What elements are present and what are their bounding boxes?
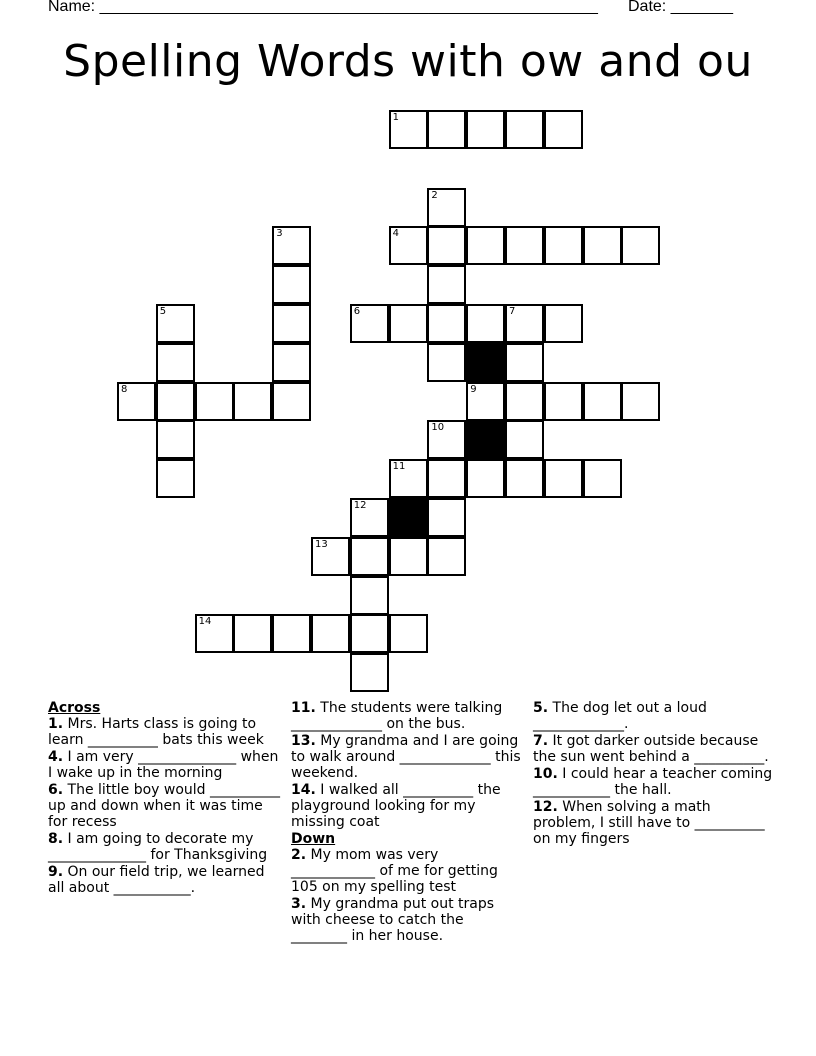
crossword-cell[interactable] xyxy=(350,537,389,576)
clues-column-3 xyxy=(533,700,773,848)
crossword-cell[interactable] xyxy=(156,382,195,421)
crossword-cell[interactable] xyxy=(505,343,544,382)
clue-number: 10 xyxy=(431,422,445,434)
crossword-cell[interactable] xyxy=(272,382,311,421)
crossword-cell[interactable] xyxy=(544,382,583,421)
clue-text: When solving a math problem, I still have to __________ on my fingers xyxy=(533,799,765,847)
clue-text: It got darker outside because the sun went behind a __________. xyxy=(533,733,769,765)
clues-column-2 xyxy=(291,700,523,945)
crossword-cell[interactable] xyxy=(350,304,389,343)
clue-item xyxy=(48,782,280,830)
crossword-cell[interactable] xyxy=(427,420,466,459)
crossword-cell[interactable] xyxy=(505,459,544,498)
crossword-cell[interactable] xyxy=(272,226,311,265)
name-field-label: Name: ________________________________________________________ xyxy=(48,0,598,15)
clue-item xyxy=(291,733,523,781)
crossword-cell[interactable] xyxy=(427,265,466,304)
clue-text: My grandma put out traps with cheese to catch the ________ in her house. xyxy=(291,896,495,944)
date-field-label: Date: _______ xyxy=(628,0,733,15)
crossword-cell[interactable] xyxy=(350,653,389,692)
clue-number-label: 4. xyxy=(48,749,64,765)
across-clue-list xyxy=(48,716,280,896)
crossword-cell[interactable] xyxy=(544,304,583,343)
down-heading: Down xyxy=(291,831,336,847)
crossword-cell[interactable] xyxy=(621,226,660,265)
crossword-cell[interactable] xyxy=(272,265,311,304)
crossword-cell[interactable] xyxy=(427,343,466,382)
clue-number-label: 9. xyxy=(48,864,64,880)
clue-number: 1 xyxy=(392,112,399,123)
crossword-cell[interactable] xyxy=(389,226,428,265)
crossword-cell[interactable] xyxy=(505,420,544,459)
clue-item xyxy=(291,847,523,895)
crossword-cell[interactable] xyxy=(427,537,466,576)
crossword-cell[interactable] xyxy=(505,382,544,421)
crossword-cell[interactable] xyxy=(156,304,195,343)
crossword-cell[interactable] xyxy=(544,459,583,498)
crossword-cell[interactable] xyxy=(389,304,428,343)
crossword-cell[interactable] xyxy=(505,110,544,149)
clue-item xyxy=(48,831,280,863)
down-clue-list-continued xyxy=(533,700,773,847)
crossword-cell[interactable] xyxy=(466,304,505,343)
clue-item xyxy=(533,799,773,847)
across-clue-list-continued xyxy=(291,700,523,830)
clue-number: 12 xyxy=(353,500,367,511)
clue-item xyxy=(533,733,773,765)
crossword-cell[interactable] xyxy=(427,459,466,498)
crossword-cell[interactable] xyxy=(466,382,505,421)
crossword-cell[interactable] xyxy=(505,226,544,265)
crossword-cell[interactable] xyxy=(427,188,466,227)
clue-text: I could hear a teacher coming ___________ the hall. xyxy=(533,766,773,798)
clue-item xyxy=(48,749,280,781)
crossword-cell[interactable] xyxy=(389,110,428,149)
clue-number: 7 xyxy=(509,306,516,317)
crossword-cell[interactable] xyxy=(427,226,466,265)
clue-number-label: 6. xyxy=(48,782,64,798)
clue-number-label: 13. xyxy=(291,733,316,749)
clue-number-label: 10. xyxy=(533,766,558,782)
crossword-cell[interactable] xyxy=(466,110,505,149)
crossword-cell[interactable] xyxy=(233,614,272,653)
crossword-cell[interactable] xyxy=(350,614,389,653)
crossword-cell[interactable] xyxy=(272,343,311,382)
clue-number: 6 xyxy=(353,306,361,317)
clue-item xyxy=(48,864,280,896)
clue-number-label: 1. xyxy=(48,716,64,732)
clues-column-1 xyxy=(48,700,280,897)
clue-item xyxy=(533,766,773,798)
crossword-cell[interactable] xyxy=(389,459,428,498)
clue-text: The dog let out a loud _____________. xyxy=(533,700,707,732)
clue-number: 11 xyxy=(392,461,406,473)
crossword-cell[interactable] xyxy=(427,498,466,537)
clue-number: 13 xyxy=(315,538,328,550)
clue-number-label: 11. xyxy=(291,700,316,716)
clue-number: 3 xyxy=(276,228,283,240)
black-cell xyxy=(389,498,428,537)
down-clue-list xyxy=(291,847,523,944)
crossword-cell[interactable] xyxy=(621,382,660,421)
clue-text: My mom was very ____________ of me for getting 105 on my spelling test xyxy=(291,847,498,895)
clue-text: On our field trip, we learned all about ___________. xyxy=(48,864,265,896)
clue-item xyxy=(533,700,773,732)
crossword-cell[interactable] xyxy=(466,459,505,498)
black-cell xyxy=(466,420,505,459)
crossword-cell[interactable] xyxy=(350,498,389,537)
crossword-cell[interactable] xyxy=(156,343,195,382)
crossword-cell[interactable] xyxy=(117,382,156,421)
clue-text: The little boy would __________ up and down when it was time for recess xyxy=(48,782,281,830)
clue-number-label: 2. xyxy=(291,847,307,863)
crossword-cell[interactable] xyxy=(583,226,622,265)
crossword-cell[interactable] xyxy=(272,614,311,653)
crossword-cell[interactable] xyxy=(389,614,428,653)
clue-text: I am very ______________ when I wake up in the morning xyxy=(48,749,279,781)
crossword-cell[interactable] xyxy=(583,382,622,421)
crossword-cell[interactable] xyxy=(427,110,466,149)
crossword-cell[interactable] xyxy=(544,226,583,265)
clue-number-label: 14. xyxy=(291,782,316,798)
clue-text: The students were talking _____________ on the bus. xyxy=(291,700,503,732)
clue-text: I walked all __________ the playground looking for my missing coat xyxy=(291,782,501,830)
clue-item xyxy=(291,700,523,732)
crossword-cell[interactable] xyxy=(195,382,234,421)
crossword-cell[interactable] xyxy=(272,304,311,343)
clue-item xyxy=(291,896,523,944)
crossword-cell[interactable] xyxy=(311,614,350,653)
clue-number-label: 12. xyxy=(533,799,558,815)
crossword-cell[interactable] xyxy=(583,459,622,498)
clue-number-label: 5. xyxy=(533,700,549,716)
clue-number: 5 xyxy=(159,306,167,317)
crossword-cell[interactable] xyxy=(233,382,272,421)
clue-number-label: 3. xyxy=(291,896,307,912)
page-title: Spelling Words with ow and ou xyxy=(63,36,753,87)
clue-item xyxy=(48,716,280,748)
crossword-cell[interactable] xyxy=(311,537,350,576)
clue-number: 9 xyxy=(470,383,477,395)
clue-text: Mrs. Harts class is going to learn __________ bats this week xyxy=(48,716,264,748)
crossword-cell[interactable] xyxy=(350,576,389,615)
crossword-cell[interactable] xyxy=(466,226,505,265)
clue-item xyxy=(291,782,523,830)
clue-number-label: 7. xyxy=(533,733,549,749)
clue-number: 2 xyxy=(431,189,438,201)
clue-number: 4 xyxy=(392,228,399,240)
crossword-cell[interactable] xyxy=(156,459,195,498)
clue-number-label: 8. xyxy=(48,831,64,847)
black-cell xyxy=(466,343,505,382)
crossword-cell[interactable] xyxy=(427,304,466,343)
crossword-cell[interactable] xyxy=(544,110,583,149)
clue-number: 8 xyxy=(121,383,128,395)
across-heading: Across xyxy=(48,700,101,716)
clue-text: I am going to decorate my ______________ for Thanksgiving xyxy=(48,831,268,863)
crossword-cell[interactable] xyxy=(505,304,544,343)
crossword-cell[interactable] xyxy=(195,614,234,653)
crossword-cell[interactable] xyxy=(389,537,428,576)
clue-text: My grandma and I are going to walk around _____________ this weekend. xyxy=(291,733,521,781)
crossword-cell[interactable] xyxy=(156,420,195,459)
clue-number: 14 xyxy=(198,616,212,628)
